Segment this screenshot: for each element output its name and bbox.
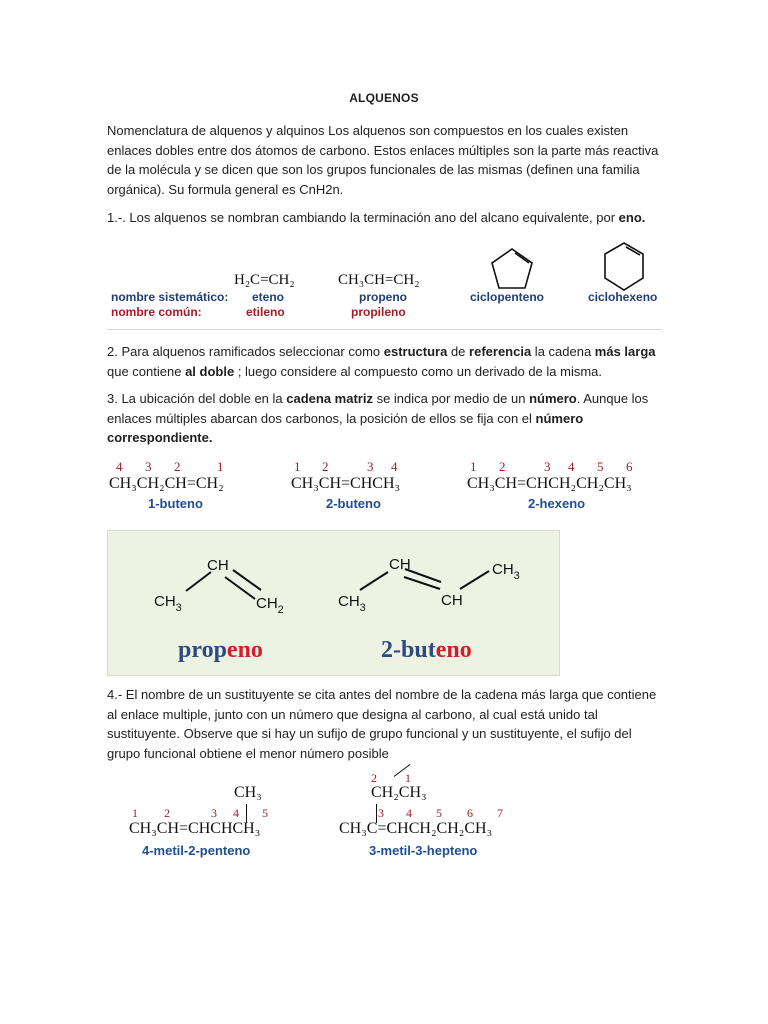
skeletal-name-2-buteno-prefix: 2-but [381, 637, 436, 663]
formula-propeno: CH₃CH=CH₂ [338, 272, 420, 288]
name-ciclohexeno: ciclohexeno [588, 290, 658, 304]
propeno-ch2: $CH_2$ [256, 595, 284, 616]
label-systematic: nombre sistemático: [111, 290, 229, 304]
ex2-num-3: 3 [367, 459, 374, 474]
butene-ch-bottom: CH [441, 592, 463, 609]
rule-3-c: se indica por medio de un [372, 391, 530, 406]
ex4-num-1: 1 [132, 806, 138, 820]
rule-2-f: más larga [594, 344, 656, 359]
ex5-num-5: 5 [436, 806, 442, 820]
ex3-formula: CH₃CH=CHCH₂CH₂CH₃ [467, 475, 632, 492]
ex3-num-2: 2 [499, 459, 506, 474]
ciclohexeno-ring [598, 240, 650, 294]
section-divider [107, 329, 662, 330]
ex5-name: 3-metil-3-hepteno [369, 843, 478, 858]
name-ciclopenteno: ciclopenteno [470, 290, 545, 304]
ex5-num-4: 4 [406, 806, 412, 820]
ex1-num-4: 1 [217, 459, 224, 474]
ex1-formula: CH₃CH₂CH=CH₂ [109, 475, 224, 492]
ex2-num-2: 2 [322, 459, 329, 474]
ex5-num-6: 6 [467, 806, 473, 820]
rule-4: 4.- El nombre de un sustituyente se cita antes del nombre de la cadena más larga que contiene al enlace multiple, junto con un número que designa al carbono, al cual está unido tal sustituyente. Observe que si hay un sufijo de grupo funcional y un sustituyente, el sufijo del grupo funcional obtiene el menor número posible [107, 687, 657, 761]
intro-paragraph: Nomenclatura de alquenos y alquinos Los alquenos son compuestos en los cuales existen enlaces dobles entre dos átomos de carbono. Estos enlaces múltiples son la parte más reactiva de la molécula y se dicen que son los grupos funcionales de las mismas (definen una familia orgánica). Su formula general es CnH2n. [107, 123, 659, 197]
ex3-num-4: 4 [568, 459, 575, 474]
skeletal-structures [108, 531, 559, 675]
rule-3-a: 3. La ubicación del doble en la [107, 391, 287, 406]
ex5-top-substituent: CH₂CH₃ [371, 784, 427, 801]
ex2-formula: CH₃CH=CHCH₃ [291, 475, 401, 492]
ex2-name: 2-buteno [326, 496, 381, 511]
ex1-name: 1-buteno [148, 496, 203, 511]
rule-1 [107, 208, 662, 228]
skeletal-name-2-buteno [381, 637, 472, 664]
propeno-ch: CH [207, 557, 229, 574]
rule-2-a: 2. Para alquenos ramificados seleccionar como [107, 344, 384, 359]
name-eteno: eteno [252, 290, 285, 304]
ex3-num-5: 5 [597, 459, 604, 474]
ex2-num-1: 1 [294, 459, 301, 474]
rule-3-d: número [529, 391, 577, 406]
ex1-num-1: 4 [116, 459, 123, 474]
rule-2-c: de [447, 344, 470, 359]
ex2-num-4: 4 [391, 459, 398, 474]
rule-2-e: la cadena [531, 344, 595, 359]
table-1 [107, 257, 662, 337]
rule-2-b: estructura [383, 344, 448, 359]
ex4-num-3: 3 [211, 806, 217, 820]
rule-3-e: . Aunque los enlaces múltiples abarcan dos carbonos, la posición de ellos se fija con el [107, 391, 649, 426]
ex3-num-3: 3 [544, 459, 551, 474]
butene-ch-top: CH [389, 556, 411, 573]
ex3-num-6: 6 [626, 459, 633, 474]
ex5-top-num-2: 2 [371, 771, 377, 785]
skeletal-name-propeno-prefix: prop [178, 637, 227, 663]
rule-2 [107, 342, 662, 381]
formula-eteno: H₂C=CH₂ [234, 272, 295, 288]
ex1-num-3: 2 [174, 459, 181, 474]
ex4-name: 4-metil-2-penteno [142, 843, 251, 858]
ex5-top-num-1: 1 [405, 771, 411, 785]
rule-2-i: ; luego considere al compuesto como un derivado de la misma. [234, 363, 603, 379]
propeno-ch3: $CH_3$ [154, 593, 182, 614]
butene-ch3-right: $CH_3$ [492, 561, 520, 582]
rule-1-bold: eno. [618, 210, 646, 225]
rule-3-b: cadena matriz [286, 391, 373, 406]
rule-2-d: referencia [469, 344, 532, 359]
ex4-num-5: 5 [262, 806, 268, 820]
skeletal-name-2-buteno-suffix: eno [435, 637, 472, 663]
name-propeno: propeno [359, 290, 407, 304]
ex1-num-2: 3 [145, 459, 152, 474]
common-propeno: propileno [351, 305, 406, 319]
rule-2-h: al doble [185, 363, 235, 379]
rule-1-text: 1.-. Los alquenos se nombran cambiando la terminación ano del alcano equivalente, por [107, 210, 619, 225]
ex3-num-1: 1 [470, 459, 477, 474]
ex4-formula: CH₃CH=CHCHCH₃ [129, 820, 261, 837]
rule-3 [107, 389, 662, 448]
skeletal-box [107, 530, 560, 676]
label-common: nombre común: [111, 305, 202, 319]
page-title: ALQUENOS [349, 91, 419, 105]
ex5-num-7: 7 [497, 806, 503, 820]
ciclopenteno-ring [487, 245, 537, 295]
ex5-formula: CH₃C=CHCH₂CH₂CH₃ [339, 820, 493, 837]
butene-ch3-left: $CH_3$ [338, 593, 366, 614]
ex4-num-4: 4 [233, 806, 239, 820]
ex3-name: 2-hexeno [528, 496, 586, 511]
ex5-num-3: 3 [378, 806, 384, 820]
ex4-num-2: 2 [164, 806, 170, 820]
skeletal-name-propeno [178, 637, 263, 664]
skeletal-name-propeno-suffix: eno [226, 637, 263, 663]
common-eteno: etileno [246, 305, 285, 319]
ex4-top-substituent: CH₃ [234, 784, 262, 801]
rule-2-g: que contiene [107, 363, 186, 379]
rule-3-f: número correspondiente. [107, 410, 584, 445]
